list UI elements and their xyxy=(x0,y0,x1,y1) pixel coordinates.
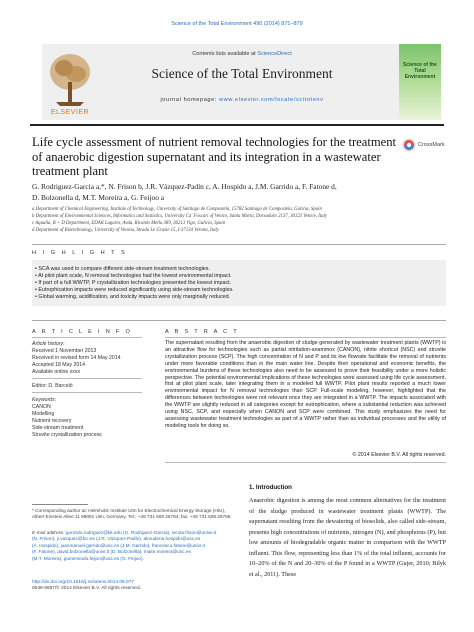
highlights-divider xyxy=(32,244,446,245)
abstract-heading: A B S T R A C T xyxy=(165,329,239,335)
introduction-text: Anaerobic digestion is among the most common alternatives for the treatment of the sludge produced in wastewater treatment plants (WWTP). The supernatant resulting from the dewatering of biosolids, also called side-stream, presents high concentrations of nutrients, nitrogen (N), and phosphorus (P), but low amounts of biodegradable organic matter in comparison with the WWTP influent. This flow, representing less than 1% of the total influent, accounts for 10–20% of the N and 20–30% of the P found in a WWTP (Gujer, 2010; Bilyk et al., 2011). These xyxy=(249,497,446,578)
email-link[interactable]: gonzalo.rodriguez@kit.edu (G. Rodriguez-Garcia), nicola.frison@unive.it xyxy=(65,530,217,535)
history-label: Article history: xyxy=(32,341,65,347)
history-revised: Received in revised form 14 May 2014 xyxy=(32,355,121,361)
abstract-text: The supernatant resulting from the anaerobic digestion of sludge generated by wastewater treatment plants (WWTP) is an attractive flow for technologies such as partial nitritation-anammox (CANON), nitrite shortcut (NSC) and struvite crystallization process (SCP). The high concentration of N and P and its low flowrate facilitate the removal of nutrients under more favorable conditions than in the main water line. Despite their operational and economic benefits, the environmental burdens of these technologies also need to be assessed to prove their feasibility under a more holistic perspective. The potential environmental implications of these technologies were assessed using life cycle assessment, first at pilot plant scale, later integrating them in a modeled full WWTP. Pilot plant results reported a much lower environmental impact for N removal technologies than SCP. Full-scale modeling, however, highlighted that the differences between technologies were not relevant once they are integrated in a WWTP. The impacts associated with the WWTP are slightly reduced in all categories except for eutrophication, where a substantial reduction was achieved using NSC, SCP, and especially when CANON and SCP were combined. This study emphasizes the need for assessing wastewater treatment technologies as part of a WWTP rather than as individual processes and the utility of modeling tools for doing so. xyxy=(165,340,446,429)
section-divider xyxy=(32,320,446,321)
keyword: Nutrient recovery xyxy=(32,418,72,424)
email-addresses xyxy=(32,530,238,562)
email-link[interactable]: (A. Hospido), juanmanuel.garrido@usc.es (J.M. Garrido), francesco.fatone@univr.it xyxy=(32,542,205,548)
affiliation-a: a Department of Chemical Engineering, Institute of Technology, University of Santiago de Compostela, 15782 Santiago de Compostela, Galicia, Spain xyxy=(32,207,322,212)
email-link[interactable]: (F. Fatone), david.bolzonella@univr.it (D. Bolzonella), maite.moreira@usc.es xyxy=(32,549,191,555)
journal-title[interactable]: Science of the Total Environment xyxy=(151,66,333,81)
highlight-item: • At pilot plant scale, N removal technologies had the lowest environmental impact. xyxy=(35,273,232,279)
highlight-item: • SCA was used to compare different side-stream treatment technologies. xyxy=(35,266,210,272)
sciencedirect-link[interactable]: ScienceDirect xyxy=(257,51,292,57)
history-received: Received 1 November 2013 xyxy=(32,348,97,354)
publisher-name: ELSEVIER xyxy=(50,109,90,116)
email-label: E-mail address: xyxy=(32,530,66,535)
crossmark-label[interactable]: CrossMark xyxy=(418,142,445,148)
author-list xyxy=(32,182,446,203)
affiliation-d: d Department of Biotechnology, University of Verona, Strada Le Grazie 15, I-37134 Verona, Italy xyxy=(32,228,219,233)
highlights-heading: H I G H L I G H T S xyxy=(32,250,128,256)
footnote-divider xyxy=(32,504,88,505)
affiliation-c: c Aqualia, R + D Department, EDAR Lagares, Avda. Ricardo Mella 389, 36213 Vigo, Galicia, Spain xyxy=(32,221,226,226)
highlight-item: • If part of a full WWTP, P crystallization technologies presented the lowest impact. xyxy=(35,280,232,286)
editor: Editor: D. Barceló xyxy=(32,383,73,389)
abstract-divider xyxy=(165,337,446,338)
keyword: Struvite crystallization process xyxy=(32,432,102,438)
corresponding-author-note: * Corresponding author at: Helmholtz Institute Ulm for Electrochemical Energy Storage (HIU), Albert Einstein Allee 11 89081 Ulm, Germany. Tel.: +49 731 608 26794; fax: +49 731 608 26795. xyxy=(32,508,232,520)
keywords-label: Keywords: xyxy=(32,397,57,403)
cover-title: Science of the Total Environment xyxy=(403,62,437,80)
journal-reference[interactable]: Science of the Total Environment 490 (2014) 871–879 xyxy=(171,21,303,27)
issn-copyright: 0048-9697/© 2014 Elsevier B.V. All rights reserved. xyxy=(32,586,141,591)
contents-prefix: Contents lists available at xyxy=(192,51,258,57)
history-accepted: Accepted 18 May 2014 xyxy=(32,362,86,368)
contents-availability xyxy=(98,51,386,57)
article-info-divider xyxy=(32,337,142,338)
keyword: Modelling xyxy=(32,411,55,417)
journal-cover-image[interactable] xyxy=(399,44,441,120)
authors-line-2[interactable]: D. Bolzonella d, M.T. Moreira a, G. Feijoo a xyxy=(32,192,165,202)
email-link[interactable]: (M.T. Moreira), gumersindo.feijoo@usc.es (G. Feijoo). xyxy=(32,555,144,561)
article-info-heading: A R T I C L E I N F O xyxy=(32,329,133,335)
doi-link[interactable]: http://dx.doi.org/10.1016/j.scitotenv.2014.05.077 xyxy=(32,580,135,585)
history-online: Available online xxxx xyxy=(32,369,81,375)
affiliation-b: b Department of Environmental Sciences, Informatics and Statistics, University Ca' Foscari of Venice, Santa Marta, Dorsoduro 2137, 30123 Venice, Italy xyxy=(32,214,327,219)
header-divider xyxy=(30,124,444,126)
doi-block xyxy=(32,580,238,592)
journal-homepage xyxy=(98,97,386,103)
homepage-prefix: journal homepage: xyxy=(160,97,220,103)
article-info-divider xyxy=(32,378,142,379)
abstract-divider xyxy=(165,462,446,463)
authors-line-1[interactable]: G. Rodriguez-Garcia a,*, N. Frison b, J.R. Vázquez-Padín c, A. Hospido a, J.M. Garrido a, F. Fatone d, xyxy=(32,182,337,191)
keyword: CANON xyxy=(32,404,51,410)
highlight-item: • Eutrophication impacts were reduced significantly using side-stream technologies. xyxy=(35,287,234,293)
highlight-item: • Global warming, acidification, and toxicity impacts were only marginally reduced. xyxy=(35,294,231,300)
homepage-link[interactable]: www.elsevier.com/locate/scitotenv xyxy=(219,97,324,103)
abstract-copyright: © 2014 Elsevier B.V. All rights reserved. xyxy=(352,452,446,458)
email-link[interactable]: (N. Frison), jr.vazquez@fcc.es (J.R. Vázquez-Padín), almudena.hospido@usc.es xyxy=(32,536,201,542)
introduction-heading: 1. Introduction xyxy=(249,484,292,491)
keyword: Side-stream treatment xyxy=(32,425,84,431)
article-info-divider xyxy=(32,392,142,393)
paper-title: Life cycle assessment of nutrient removal technologies for the treatment of anaerobic digestion supernatant and its integration in a wastewater treatment plant xyxy=(32,135,397,178)
